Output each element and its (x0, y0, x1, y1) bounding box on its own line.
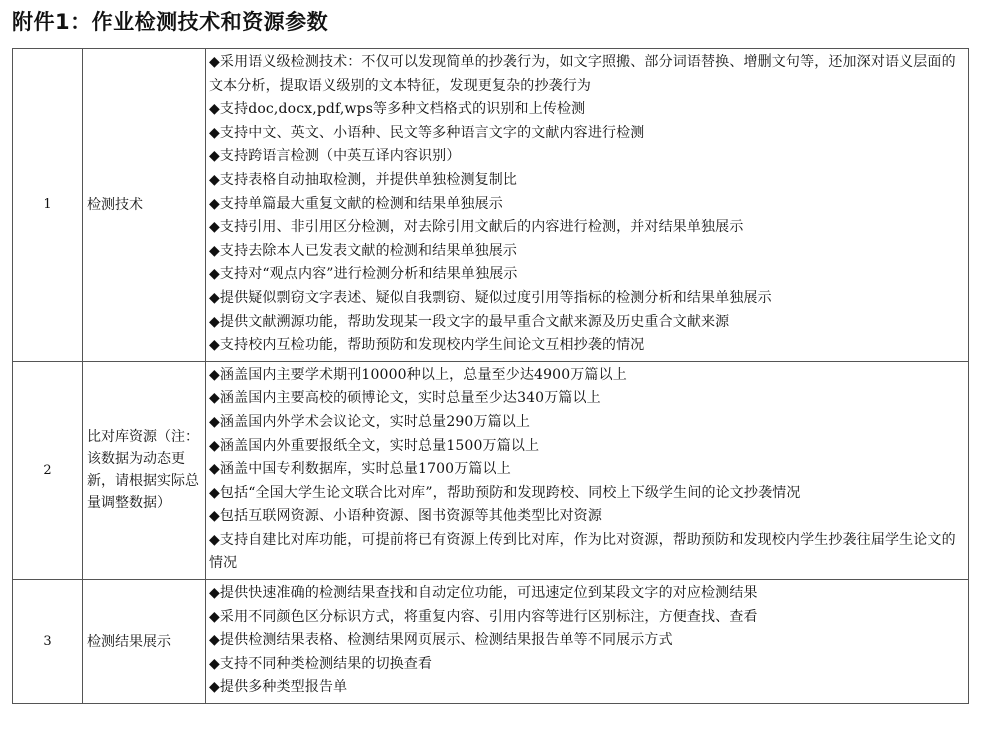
row-number-cell: 2 (13, 361, 83, 579)
detail-item: ◆支持单篇最大重复文献的检测和结果单独展示 (209, 195, 503, 212)
detail-item: ◆支持引用、非引用区分检测，对去除引用文献后的内容进行检测，并对结果单独展示 (209, 219, 744, 236)
detail-item: ◆提供疑似剽窃文字表述、疑似自我剽窃、疑似过度引用等指标的检测分析和结果单独展示 (209, 289, 772, 306)
detail-item: ◆涵盖国内主要高校的硕博论文，实时总量至少达340万篇以上 (209, 390, 601, 407)
detail-item: ◆提供文献溯源功能，帮助发现某一段文字的最早重合文献来源及历史重合文献来源 (209, 313, 730, 330)
detail-item: ◆提供快速准确的检测结果查找和自动定位功能，可迅速定位到某段文字的对应检测结果 (209, 585, 758, 602)
parameter-table (12, 48, 969, 704)
detail-item: ◆包括互联网资源、小语种资源、图书资源等其他类型比对资源 (209, 508, 602, 525)
detail-item: ◆支持对“观点内容”进行检测分析和结果单独展示 (209, 266, 518, 283)
table-row (13, 49, 969, 362)
detail-item: ◆支持不同种类检测结果的切换查看 (209, 655, 433, 672)
detail-item: ◆涵盖国内外重要报纸全文，实时总量1500万篇以上 (209, 437, 540, 454)
detail-item: ◆涵盖中国专利数据库，实时总量1700万篇以上 (209, 461, 511, 478)
detail-item: ◆提供检测结果表格、检测结果网页展示、检测结果报告单等不同展示方式 (209, 632, 673, 649)
row-detail-cell (206, 580, 969, 704)
detail-item: ◆支持跨语言检测（中英互译内容识别） (209, 148, 461, 165)
row-detail-cell (206, 49, 969, 362)
detail-item: ◆支持去除本人已发表文献的检测和结果单独展示 (209, 242, 518, 259)
row-category-cell: 检测技术 (83, 49, 206, 362)
detail-item: ◆采用不同颜色区分标识方式，将重复内容、引用内容等进行区别标注，方便查找、查看 (209, 608, 758, 625)
detail-item: ◆涵盖国内外学术会议论文，实时总量290万篇以上 (209, 413, 531, 430)
detail-item: ◆支持校内互检功能，帮助预防和发现校内学生间论文互相抄袭的情况 (209, 337, 645, 354)
detail-item: ◆涵盖国内主要学术期刊10000种以上，总量至少达4900万篇以上 (209, 366, 627, 383)
document-title: 附件1：作业检测技术和资源参数 (12, 10, 329, 34)
detail-item: ◆支持自建比对库功能，可提前将已有资源上传到比对库，作为比对资源，帮助预防和发现校内学生抄袭往届学生论文的情况 (209, 531, 956, 572)
table-row (13, 580, 969, 704)
detail-item: ◆支持doc,docx,pdf,wps等多种文档格式的识别和上传检测 (209, 101, 586, 118)
row-number-cell: 3 (13, 580, 83, 704)
row-category-cell: 检测结果展示 (83, 580, 206, 704)
detail-item: ◆支持表格自动抽取检测，并提供单独检测复制比 (209, 171, 518, 188)
row-number-cell: 1 (13, 49, 83, 362)
detail-item: ◆提供多种类型报告单 (209, 679, 348, 696)
detail-item: ◆支持中文、英文、小语种、民文等多种语言文字的文献内容进行检测 (209, 124, 645, 141)
detail-item: ◆采用语义级检测技术：不仅可以发现简单的抄袭行为，如文字照搬、部分词语替换、增删文句等，还加深对语义层面的文本分析，提取语义级别的文本特征，发现更复杂的抄袭行为 (209, 54, 956, 94)
detail-item: ◆包括“全国大学生论文联合比对库”，帮助预防和发现跨校、同校上下级学生间的论文抄袭情况 (209, 484, 801, 501)
table-row (13, 361, 969, 579)
row-category-cell: 比对库资源（注：该数据为动态更新，请根据实际总量调整数据） (83, 361, 206, 579)
row-detail-cell (206, 361, 969, 579)
